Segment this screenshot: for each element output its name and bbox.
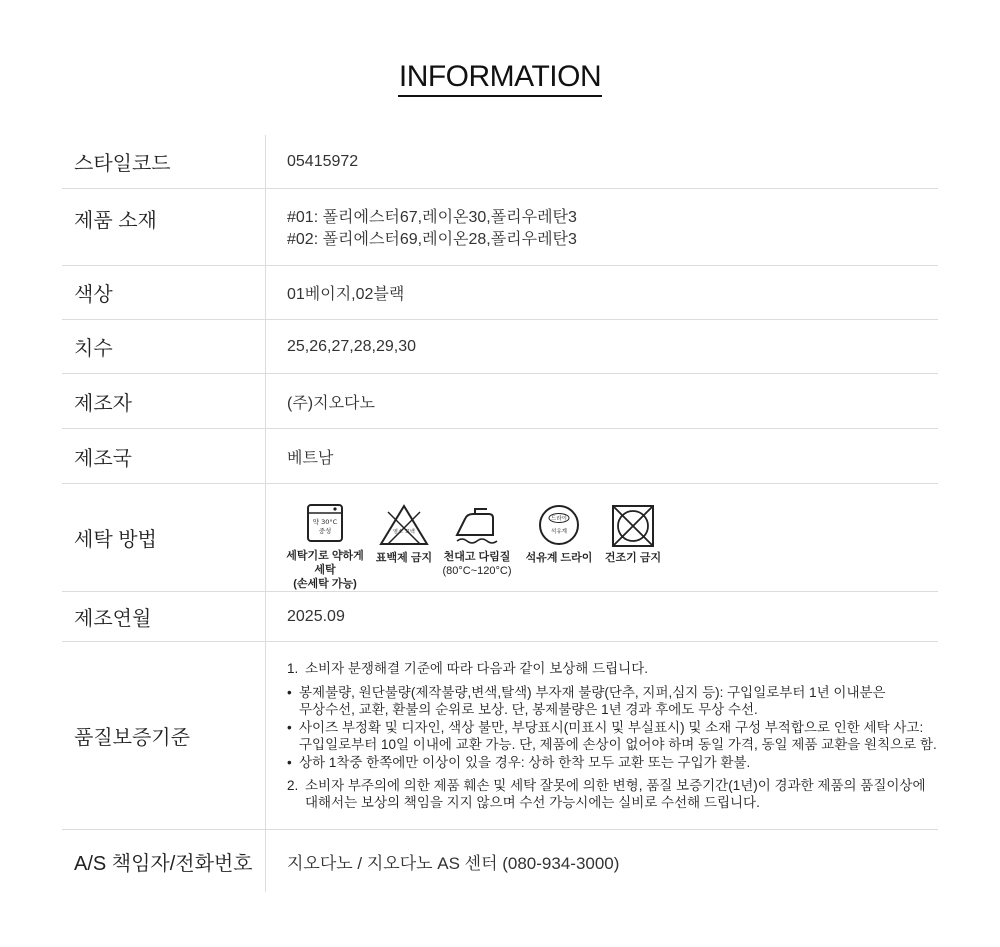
quality-item-2-num: 2. [287,778,299,793]
dry-inner-text-1: 드라이 [551,516,567,522]
care-item-bleach [373,503,435,565]
bullet-mark: • [287,720,292,735]
material-line-2: #02: 폴리에스터69,레이온28,폴리우레탄3 [287,231,577,248]
no-bleach-icon [378,503,430,547]
iron-caption-line-1: 천대고 다림질 [443,551,511,563]
iron-caption [442,550,511,578]
dry-clean-caption-line-1: 석유계 드라이 [525,552,593,564]
wash-value [266,484,938,591]
bullet-mark: • [287,685,292,700]
iron-icon [453,503,501,547]
wash-inner-text-2: 중성 [318,527,332,535]
page-title: INFORMATION [398,60,602,97]
material-line-1: #01: 폴리에스터67,레이온30,폴리우레탄3 [287,209,577,226]
iron-caption-line-2: (80°C~120°C) [442,565,512,577]
quality-label: 품질보증기준 [62,642,266,829]
care-symbols [283,503,677,591]
row-as [62,830,938,892]
care-item-iron [441,503,513,578]
bullet-1-line-2: 무상수선, 교환, 환불의 순위로 보상. 단, 봉제불량은 1년 경과 후에도 무상 수선. [299,702,758,717]
bullet-1-line-1: 봉제불량, 원단불량(제작불량,변색,탈색) 부자재 불량(단추, 지퍼,심지 등): 구입일로부터 1년 이내분은 [299,685,886,700]
bleach-caption [376,551,432,565]
row-quality [62,642,938,830]
row-material [62,189,938,266]
hand-wash-icon [306,503,344,543]
wash-label: 세탁 방법 [62,484,266,591]
row-wash [62,484,938,592]
bullet-2-line-2: 구입일로부터 10일 이내에 교환 가능. 단, 제품에 손상이 없어야 하며 동일 가격, 동일 제품 교환을 원칙으로 함. [299,737,937,752]
as-label: A/S 책임자/전화번호 [62,830,266,892]
row-color [62,266,938,320]
quality-item-2-line-2: 대해서는 보상의 책임을 지지 않으며 수선 가능시에는 실비로 수선해 드립니다. [305,795,760,810]
tumble-caption-line-1: 건조기 금지 [604,552,662,564]
date-label: 제조연월 [62,592,266,641]
dry-clean-icon [537,503,581,547]
color-value: 01베이지,02블랙 [287,286,405,303]
style-code-value: 05415972 [287,152,359,170]
bullet-3-line-1: 상하 1착중 한쪽에만 이상이 있을 경우: 상하 한착 모두 교환 또는 구입가 환불. [299,755,751,770]
wash-caption [283,549,367,591]
style-code-label: 스타일코드 [62,135,266,188]
bleach-inner-text-1: 염소 [393,529,403,535]
material-label: 제품 소재 [62,189,266,265]
quality-item-2 [287,777,937,811]
quality-item-2-line-1: 소비자 부주의에 의한 제품 훼손 및 세탁 잘못에 의한 변형, 품질 보증기간(1년)이 경과한 제품의 품질이상에 [305,778,926,793]
wash-inner-text-1: 약 30°C [312,518,338,526]
quality-item-1-num: 1. [287,661,299,676]
row-maker [62,374,938,429]
size-label: 치수 [62,320,266,373]
size-value: 25,26,27,28,29,30 [287,337,417,355]
dry-inner-text-2: 석유계 [551,529,567,535]
quality-value [266,642,938,829]
care-item-wash [283,503,367,591]
no-tumble-dry-icon [610,503,656,549]
quality-item-1 [287,660,937,677]
date-value: 2025.09 [287,607,345,625]
material-value [266,189,938,265]
quality-item-1-text: 소비자 분쟁해결 기준에 따라 다음과 같이 보상해 드립니다. [305,661,648,676]
row-date [62,592,938,642]
quality-bullet-2 [287,719,937,753]
maker-value: (주)지오다노 [287,394,375,412]
care-item-tumble [603,503,663,565]
row-size [62,320,938,374]
bullet-mark: • [287,755,292,770]
country-value: 베트남 [287,449,334,467]
dry-clean-caption [526,551,593,565]
bullet-2-line-1: 사이즈 부정확 및 디자인, 색상 불만, 부당표시(미표시 및 부실표시) 및 소재 구성 부적합으로 인한 세탁 사고: [299,720,924,735]
tumble-caption [605,551,661,565]
quality-text [287,660,937,811]
bleach-inner-text-2: 표백 [405,529,415,535]
info-table [62,135,938,892]
row-style-code [62,135,938,189]
page-title-wrap [0,60,1000,97]
quality-bullet-3 [287,754,937,771]
bleach-caption-line-1: 표백제 금지 [375,552,433,564]
wash-caption-line-1: 세탁기로 약하게 세탁 [286,550,364,576]
color-label: 색상 [62,266,266,319]
row-country [62,429,938,484]
country-label: 제조국 [62,429,266,483]
care-item-dry-clean [525,503,593,565]
quality-bullet-1 [287,684,937,718]
wash-caption-line-2: (손세탁 가능) [293,578,357,590]
maker-label: 제조자 [62,374,266,428]
as-value: 지오다노 / 지오다노 AS 센터 (080-934-3000) [287,853,620,873]
